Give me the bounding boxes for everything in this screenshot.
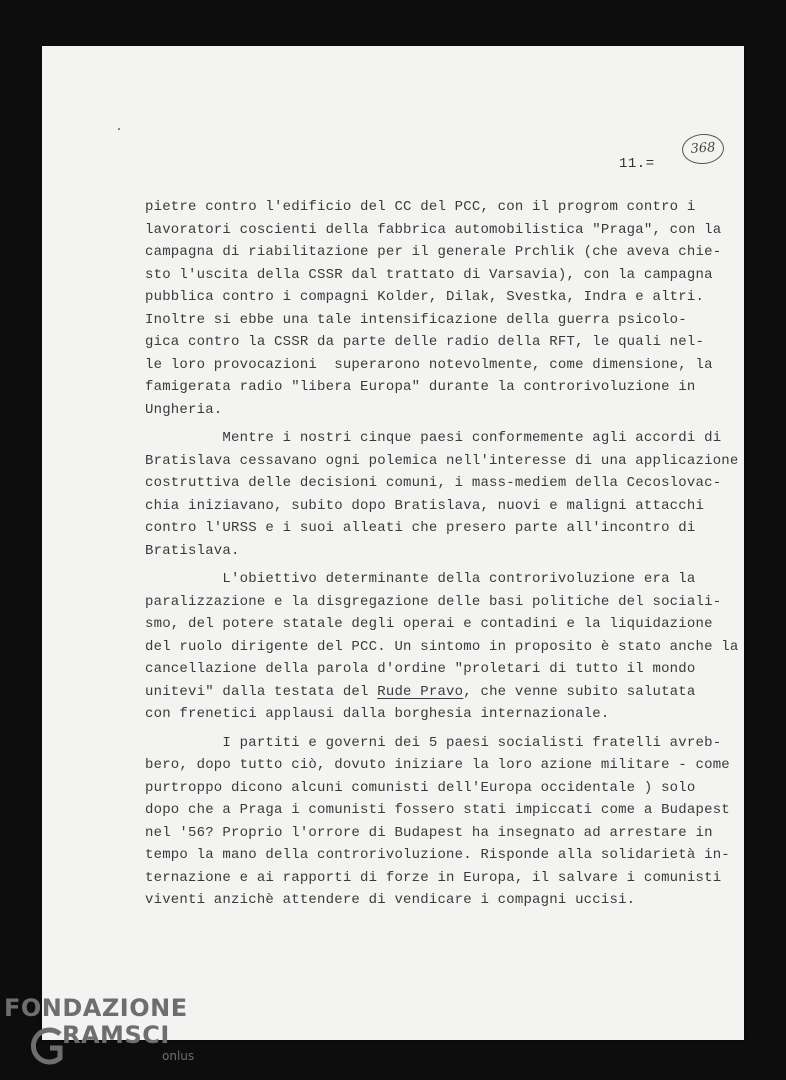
text-line: famigerata radio "libera Europa" durante la controrivoluzione in: [145, 379, 696, 395]
text-line: tempo la mano della controrivoluzione. Risponde alla solidarietà in-: [145, 847, 730, 863]
text-line: sto l'uscita della CSSR dal trattato di Varsavia), con la campagna: [145, 266, 713, 283]
logo-line-3: onlus: [162, 1049, 195, 1063]
fondazione-gramsci-logo: [4, 994, 204, 1078]
text-fragment: , che venne subito salutata: [463, 683, 696, 700]
text-line: campagna di riabilitazione per il generale Prchlik (che aveva chie-: [145, 244, 722, 260]
text-line: cancellazione della parola d'ordine "proletari di tutto il mondo: [145, 661, 696, 677]
text-fragment: unitevi" dalla testata del: [145, 683, 378, 700]
paper-speck: [118, 128, 120, 130]
text-line: gica contro la CSSR da parte delle radio della RFT, le quali nel-: [145, 334, 705, 350]
paragraph: [145, 568, 739, 726]
text-line: lavoratori coscienti della fabbrica automobilistica "Praga", con la: [145, 221, 722, 238]
text-line: costruttiva delle decisioni comuni, i mass-mediem della Cecoslovac-: [145, 475, 722, 491]
text-line: I partiti e governi dei 5 paesi socialisti fratelli avreb-: [145, 734, 722, 751]
logo-g-icon: [30, 1022, 64, 1068]
page-number: 11.=: [619, 156, 655, 172]
text-line: dopo che a Praga i comunisti fossero stati impiccati come a Budapest: [145, 802, 730, 818]
text-line: con frenetici applausi dalla borghesia internazionale.: [145, 706, 610, 722]
text-line: Bratislava cessavano ogni polemica nell'interesse di una applicazione: [145, 452, 739, 469]
text-line: nel '56? Proprio l'orrore di Budapest ha insegnato ad arrestare in: [145, 824, 713, 841]
text-line: Inoltre si ebbe una tale intensificazione della guerra psicolo-: [145, 311, 687, 328]
paragraph: [145, 427, 739, 562]
text-line: del ruolo dirigente del PCC. Un sintomo in proposito è stato anche la: [145, 638, 739, 655]
text-line: le loro provocazioni superarono notevolmente, come dimensione, la: [145, 356, 713, 373]
text-line: ternazione e ai rapporti di forze in Europa, il salvare i comunisti: [145, 869, 722, 886]
text-line: viventi anzichè attendere di vendicare i compagni uccisi.: [145, 892, 636, 908]
logo-line-1: FONDAZIONE: [4, 994, 188, 1022]
paragraph: [145, 196, 722, 421]
text-line: contro l'URSS e i suoi alleati che presero parte all'incontro di: [145, 520, 696, 536]
text-line: bero, dopo tutto ciò, dovuto iniziare la loro azione militare - come: [145, 757, 730, 773]
text-line: Mentre i nostri cinque paesi conformemente agli accordi di: [145, 430, 722, 446]
text-line: pubblica contro i compagni Kolder, Dilak, Svestka, Indra e altri.: [145, 289, 705, 305]
text-line: smo, del potere statale degli operai e contadini e la liquidazione: [145, 616, 713, 632]
folio-stamp: 368: [681, 133, 725, 166]
text-line: L'obiettivo determinante della controrivoluzione era la: [145, 571, 696, 587]
document-page: [42, 46, 744, 1040]
body-text: [145, 196, 739, 912]
text-line: chia iniziavano, subito dopo Bratislava, nuovi e maligni attacchi: [145, 497, 705, 514]
text-line: purtroppo dicono alcuni comunisti dell'Europa occidentale ) solo: [145, 779, 696, 796]
text-line: [145, 681, 705, 704]
text-line: pietre contro l'edificio del CC del PCC, con il progrom contro i: [145, 199, 696, 215]
paragraph: [145, 732, 730, 912]
logo-line-2: RAMSCI: [62, 1021, 170, 1049]
newspaper-title: Rude Pravo: [377, 683, 464, 700]
text-line: Bratislava.: [145, 542, 240, 559]
text-line: paralizzazione e la disgregazione delle basi politiche del sociali-: [145, 593, 722, 610]
text-line: Ungheria.: [145, 401, 223, 418]
